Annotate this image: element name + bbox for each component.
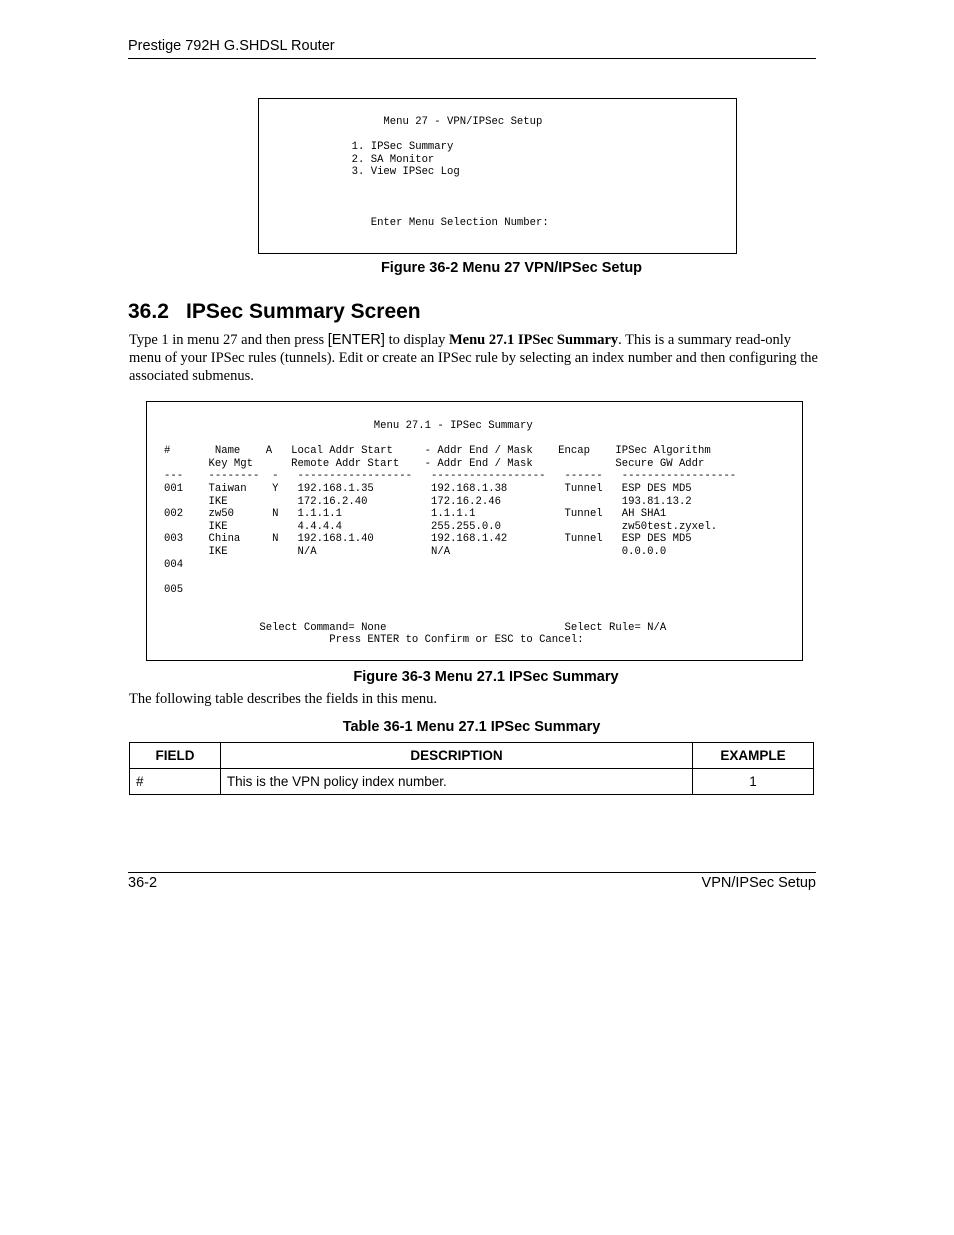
footer-rule	[128, 872, 816, 873]
menu-name: Menu 27.1 IPSec Summary	[448, 332, 619, 348]
table-header-row	[130, 743, 814, 769]
menu-27-screen	[258, 98, 737, 254]
intro-paragraph	[129, 331, 819, 385]
enter-key-label: [ENTER]	[327, 332, 385, 348]
header-description: DESCRIPTION	[220, 743, 692, 769]
table-36-1-caption: Table 36-1 Menu 27.1 IPSec Summary	[342, 719, 601, 735]
page-header-title: Prestige 792H G.SHDSL Router	[128, 38, 335, 54]
section-heading	[128, 300, 421, 324]
header-rule	[128, 58, 816, 59]
figure-36-3-caption: Figure 36-3 Menu 27.1 IPSec Summary	[353, 669, 619, 685]
following-text: The following table describes the fields in this menu.	[129, 691, 438, 707]
footer-page-number: 36-2	[128, 875, 158, 891]
intro-text-1: Type 1 in menu 27 and then press	[129, 332, 328, 348]
menu-27-1-screen	[146, 401, 803, 661]
cell-field: #	[130, 769, 221, 795]
section-title: IPSec Summary Screen	[186, 300, 421, 323]
cell-description: This is the VPN policy index number.	[220, 769, 692, 795]
header-example: EXAMPLE	[693, 743, 814, 769]
section-number: 36.2	[128, 300, 169, 323]
cell-example: 1	[693, 769, 814, 795]
header-field: FIELD	[130, 743, 221, 769]
intro-text-2: to display	[384, 332, 449, 348]
fields-table	[129, 742, 814, 795]
table-row	[130, 769, 814, 795]
figure-36-2-caption: Figure 36-2 Menu 27 VPN/IPSec Setup	[380, 260, 643, 276]
footer-chapter: VPN/IPSec Setup	[701, 875, 816, 891]
menu-27-screen-text: Menu 27 - VPN/IPSec Setup 1. IPSec Summary 2. SA Monitor 3. View IPSec Log Enter Menu Selection Number:	[351, 116, 549, 229]
menu-27-1-screen-text: Menu 27.1 - IPSec Summary # Name A Local Addr Start - Addr End / Mask Encap IPSec Algorithm Key Mgt Remote Addr Start - Addr End / Mask Secure GW Addr --- -------- - ------------------ ------------------ ------ ------------------ 001 Taiwan Y 192.168.1.35 192.168.1.38 Tunnel ESP DES MD5 IKE 172.16.2.40 172.16.2.46 193.81.13.2 002 zw50 N 1.1.1.1 1.1.1.1 Tunnel AH SHA1 IKE 4.4.4.4 255.255.0.0 zw50test.zyxel. 003 China N 192.168.1.40 192.168.1.42 Tunnel ESP DES MD5 IKE N/A N/A 0.0.0.0 004 005 Select Command= None Select Rule= N/A Press ENTER to Confirm or ESC to Cancel:	[164, 420, 737, 647]
intro-text-3: . This is a summary read-only menu of your IPSec rules (tunnels). Edit or create an IPSec rule by selecting an index number and then configuring the associated submenus.	[129, 332, 818, 384]
